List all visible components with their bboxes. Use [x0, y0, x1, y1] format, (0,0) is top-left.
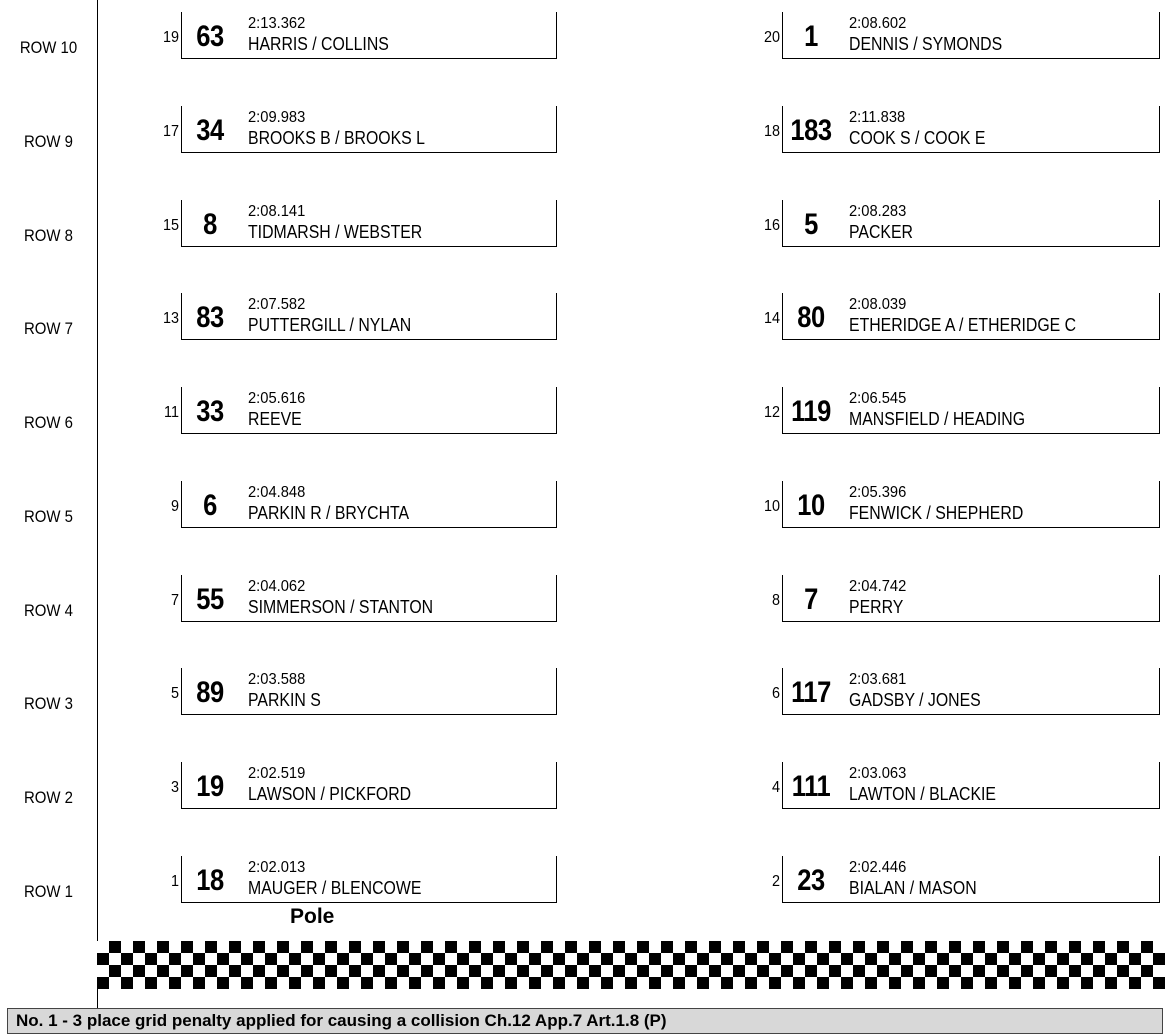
row-label: ROW 7 [23, 319, 74, 338]
grid-box [181, 12, 557, 59]
driver-names: PACKER [849, 222, 913, 242]
grid-box [782, 481, 1160, 528]
checkered-flag-icon [97, 941, 1165, 989]
driver-names: SIMMERSON / STANTON [248, 597, 434, 617]
grid-position: 13 [162, 310, 179, 327]
grid-box [181, 387, 557, 434]
row-label: ROW 2 [23, 788, 74, 807]
car-number: 111 [791, 770, 831, 803]
lap-time: 2:11.838 [849, 109, 906, 126]
lap-time: 2:04.742 [849, 578, 907, 595]
grid-position: 8 [771, 592, 780, 609]
car-number: 55 [196, 583, 224, 616]
pole-label: Pole [290, 905, 335, 928]
row-label: ROW 9 [23, 132, 74, 151]
grid-row-4 [0, 575, 1165, 635]
lap-time: 2:03.063 [849, 765, 907, 782]
lap-time: 2:13.362 [248, 15, 306, 32]
lap-time: 2:06.545 [849, 390, 907, 407]
driver-names: MAUGER / BLENCOWE [248, 878, 422, 898]
lap-time: 2:09.983 [248, 109, 306, 126]
grid-row-5 [0, 481, 1165, 541]
grid-position: 6 [771, 685, 780, 702]
car-number: 18 [196, 864, 224, 897]
lap-time: 2:08.283 [849, 203, 907, 220]
car-number: 80 [797, 301, 825, 334]
row-label: ROW 3 [23, 694, 74, 713]
lap-time: 2:07.582 [248, 296, 306, 313]
grid-position: 4 [771, 779, 780, 796]
grid-row-1 [0, 856, 1165, 916]
grid-box [782, 200, 1160, 247]
row-label: ROW 6 [23, 413, 74, 432]
grid-box [782, 668, 1160, 715]
lap-time: 2:05.616 [248, 390, 306, 407]
row-label: ROW 5 [23, 507, 74, 526]
driver-names: BROOKS B / BROOKS L [248, 128, 425, 148]
grid-row-9 [0, 106, 1165, 166]
car-number: 89 [196, 676, 224, 709]
grid-box [181, 762, 557, 809]
car-number: 183 [790, 114, 832, 147]
penalty-note: No. 1 - 3 place grid penalty applied for causing a collision Ch.12 App.7 Art.1.8 (P) [7, 1008, 1163, 1034]
row-label: ROW 4 [23, 601, 74, 620]
car-number: 23 [797, 864, 825, 897]
driver-names: COOK S / COOK E [849, 128, 986, 148]
driver-names: DENNIS / SYMONDS [849, 34, 1003, 54]
grid-row-2 [0, 762, 1165, 822]
grid-position: 16 [763, 217, 780, 234]
lap-time: 2:03.588 [248, 671, 306, 688]
grid-position: 3 [170, 779, 179, 796]
grid-position: 11 [164, 404, 179, 421]
grid-position: 15 [162, 217, 179, 234]
grid-row-7 [0, 293, 1165, 353]
driver-names: LAWSON / PICKFORD [248, 784, 412, 804]
grid-box [181, 668, 557, 715]
driver-names: HARRIS / COLLINS [248, 34, 389, 54]
driver-names: LAWTON / BLACKIE [849, 784, 997, 804]
grid-position: 2 [771, 873, 780, 890]
grid-box [782, 856, 1160, 903]
grid-position: 10 [763, 498, 780, 515]
grid-position: 7 [170, 592, 179, 609]
grid-row-6 [0, 387, 1165, 447]
grid-position: 19 [162, 29, 179, 46]
driver-names: PUTTERGILL / NYLAN [248, 315, 412, 335]
car-number: 10 [797, 489, 825, 522]
driver-names: MANSFIELD / HEADING [849, 409, 1026, 429]
car-number: 33 [196, 395, 224, 428]
grid-box [181, 856, 557, 903]
grid-position: 9 [170, 498, 179, 515]
lap-time: 2:02.446 [849, 859, 907, 876]
row-label: ROW 8 [23, 226, 74, 245]
driver-names: ETHERIDGE A / ETHERIDGE C [849, 315, 1077, 335]
grid-box [181, 293, 557, 340]
car-number: 19 [196, 770, 224, 803]
driver-names: PARKIN S [248, 690, 321, 710]
lap-time: 2:02.013 [248, 859, 306, 876]
driver-names: BIALAN / MASON [849, 878, 977, 898]
row-label: ROW 10 [19, 38, 78, 57]
grid-box [181, 200, 557, 247]
lap-time: 2:04.062 [248, 578, 306, 595]
grid-position: 14 [763, 310, 780, 327]
lap-time: 2:08.141 [248, 203, 306, 220]
grid-box [782, 106, 1160, 153]
driver-names: PERRY [849, 597, 904, 617]
car-number: 8 [203, 208, 217, 241]
grid-position: 1 [170, 873, 179, 890]
grid-box [782, 293, 1160, 340]
car-number: 34 [196, 114, 224, 147]
grid-position: 20 [763, 29, 780, 46]
car-number: 5 [804, 208, 818, 241]
grid-box [782, 762, 1160, 809]
driver-names: PARKIN R / BRYCHTA [248, 503, 410, 523]
grid-row-8 [0, 200, 1165, 260]
lap-time: 2:08.039 [849, 296, 907, 313]
car-number: 83 [196, 301, 224, 334]
car-number: 119 [791, 395, 831, 428]
lap-time: 2:05.396 [849, 484, 907, 501]
grid-position: 17 [162, 123, 179, 140]
grid-position: 5 [170, 685, 179, 702]
car-number: 63 [196, 20, 224, 53]
lap-time: 2:02.519 [248, 765, 306, 782]
grid-box [181, 106, 557, 153]
grid-row-10 [0, 12, 1165, 72]
lap-time: 2:04.848 [248, 484, 306, 501]
car-number: 117 [791, 676, 831, 709]
grid-position: 12 [763, 404, 780, 421]
lap-time: 2:03.681 [849, 671, 907, 688]
grid-row-3 [0, 668, 1165, 728]
grid-box [782, 387, 1160, 434]
driver-names: REEVE [248, 409, 302, 429]
grid-box [181, 575, 557, 622]
driver-names: FENWICK / SHEPHERD [849, 503, 1024, 523]
car-number: 1 [804, 20, 818, 53]
car-number: 7 [804, 583, 818, 616]
driver-names: GADSBY / JONES [849, 690, 981, 710]
grid-box [181, 481, 557, 528]
driver-names: TIDMARSH / WEBSTER [248, 222, 423, 242]
car-number: 6 [203, 489, 217, 522]
grid-box [782, 12, 1160, 59]
grid-box [782, 575, 1160, 622]
row-label: ROW 1 [23, 882, 74, 901]
lap-time: 2:08.602 [849, 15, 907, 32]
grid-position: 18 [763, 123, 780, 140]
